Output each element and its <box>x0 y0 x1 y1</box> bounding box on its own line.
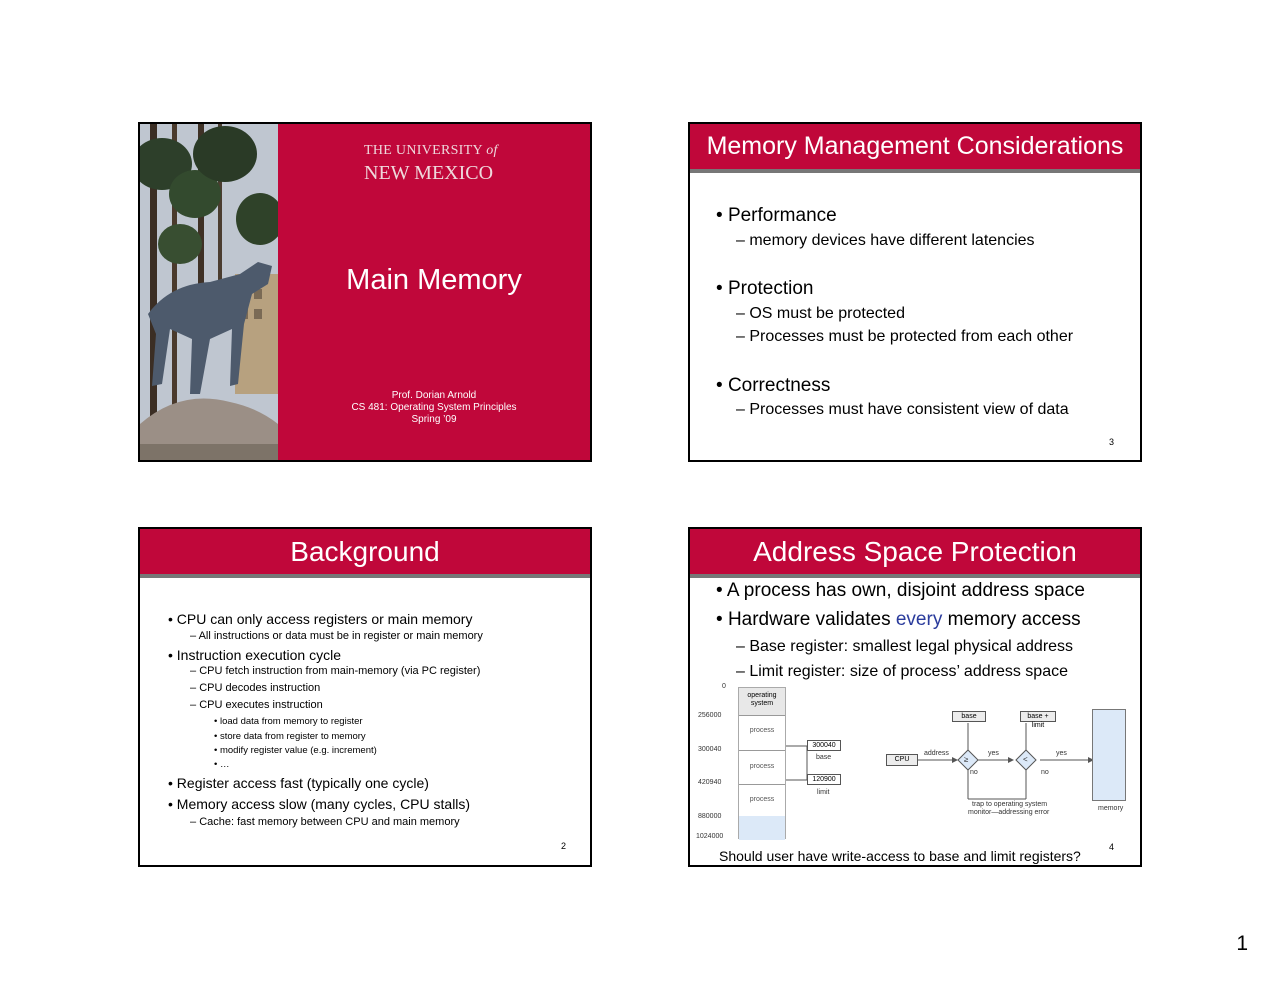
term: Spring ’09 <box>411 414 457 425</box>
title-panel <box>278 124 590 460</box>
address-label: 880000 <box>698 813 722 820</box>
university-name-line1 <box>364 143 498 159</box>
sub-bullet: – Processes must have consistent view of data <box>736 401 1069 418</box>
limit-register-value: 120900 <box>807 774 841 785</box>
bullet-text: Register access fast (typically one cycle) <box>176 775 429 791</box>
address-label: 0 <box>722 683 726 690</box>
bullet-protection: • Protection <box>716 278 814 299</box>
bullet: • CPU can only access registers or main memory <box>168 611 473 627</box>
sub-bullet: – Cache: fast memory between CPU and main memory <box>190 816 460 828</box>
limit-register-label: limit <box>817 789 830 796</box>
memory-column <box>738 687 786 839</box>
slide-title: Address Space Protection <box>690 529 1140 578</box>
sub-bullet: – Processes must be protected from each other <box>736 328 1074 345</box>
slide-title-main-memory: Main Memory <box>346 264 522 296</box>
slide-title: Memory Management Considerations <box>690 124 1140 173</box>
address-label: 420940 <box>698 779 722 786</box>
slide-memory-management <box>688 122 1142 462</box>
address-arrow-label: address <box>924 750 949 757</box>
bullet-text: Memory access slow (many cycles, CPU stalls) <box>176 796 471 812</box>
sub-bullet: – All instructions or data must be in register or main memory <box>190 630 483 642</box>
bullet-text: Correctness <box>727 375 831 396</box>
yes-label: yes <box>988 750 999 757</box>
memory-label: memory <box>1098 805 1124 812</box>
sub-bullet-text: CPU decodes instruction <box>199 682 321 694</box>
address-label: 1024000 <box>696 833 724 840</box>
bullet: • Register access fast (typically one cycle) <box>168 775 429 791</box>
region-free <box>739 816 785 840</box>
no-label: no <box>1041 769 1049 776</box>
university-name-line2: NEW MEXICO <box>364 162 494 184</box>
sub-sub-bullet-text: … <box>219 759 230 770</box>
base-box: base <box>952 711 986 722</box>
bullet-emphasis: every <box>895 609 943 630</box>
wolf-photo-illustration <box>140 124 278 460</box>
sub-bullet-text: memory devices have different latencies <box>749 232 1035 249</box>
bullet-text: A process has own, disjoint address space <box>726 580 1085 601</box>
handout-page-number: 1 <box>1236 932 1248 955</box>
region-process: process <box>739 784 785 817</box>
region-process: process <box>739 750 785 785</box>
bullet: • A process has own, disjoint address space <box>716 580 1085 601</box>
sub-bullet: – memory devices have different latencies <box>736 232 1035 249</box>
sub-bullet: – CPU decodes instruction <box>190 682 321 694</box>
slide-number: 4 <box>1108 842 1114 852</box>
slide-number: 3 <box>1108 437 1114 447</box>
course: CS 481: Operating System Principles <box>351 402 517 413</box>
bullet: • Instruction execution cycle <box>168 647 341 663</box>
no-label: no <box>970 769 978 776</box>
slide-address-space-protection <box>688 527 1142 867</box>
sub-bullet-text: OS must be protected <box>749 305 905 322</box>
sub-bullet-text: All instructions or data must be in register or main memory <box>198 630 483 642</box>
memory-block <box>1092 709 1126 801</box>
sub-bullet-text: Limit register: size of process’ address space <box>749 663 1068 680</box>
trap-label-line1: trap to operating system <box>972 801 1048 808</box>
sub-sub-bullet: • … <box>214 759 230 770</box>
cpu-box: CPU <box>886 754 918 766</box>
region-process: process <box>739 716 785 751</box>
region-operating-system: operating system <box>739 688 785 716</box>
credits <box>278 390 590 426</box>
bullet-text: CPU can only access registers or main memory <box>176 611 473 627</box>
bullet-text: Performance <box>727 205 837 226</box>
base-plus-limit-box: base + limit <box>1020 711 1056 722</box>
sub-bullet: – CPU fetch instruction from main-memory (via PC register) <box>190 665 481 677</box>
bullet-performance: • Performance <box>716 205 837 226</box>
sub-sub-bullet: • store data from register to memory <box>214 731 366 742</box>
sub-sub-bullet: • load data from memory to register <box>214 716 363 727</box>
register-arrows <box>786 734 810 794</box>
sub-bullet: – CPU executes instruction <box>190 699 323 711</box>
address-label: 300040 <box>698 746 722 753</box>
sub-bullet: – Limit register: size of process’ address space <box>736 663 1068 680</box>
bullet-correctness: • Correctness <box>716 375 831 396</box>
trap-label-line2: monitor—addressing error <box>968 809 1050 816</box>
bullet-text: Protection <box>727 278 814 299</box>
sub-bullet-text: CPU executes instruction <box>199 699 323 711</box>
ge-comparator: ≥ <box>964 755 969 764</box>
bullet: • Hardware validates every memory access <box>716 609 1081 630</box>
slide-title: Background <box>140 529 590 578</box>
sub-sub-bullet-text: load data from memory to register <box>219 716 363 727</box>
base-register-label: base <box>816 754 832 761</box>
bullet-text-end: memory access <box>942 609 1081 630</box>
sub-sub-bullet-text: store data from register to memory <box>219 731 366 742</box>
sub-bullet-text: Processes must be protected from each other <box>749 328 1074 345</box>
sub-bullet-text: Processes must have consistent view of data <box>749 401 1069 418</box>
slide-number: 2 <box>560 841 566 851</box>
bullet-text: Hardware validates <box>727 609 896 630</box>
bullet: • Memory access slow (many cycles, CPU stalls) <box>168 796 471 812</box>
yes-label: yes <box>1056 750 1067 757</box>
sub-bullet-text: CPU fetch instruction from main-memory (via PC register) <box>199 665 481 677</box>
slide-title <box>138 122 592 462</box>
slide-background <box>138 527 592 867</box>
sub-sub-bullet-text: modify register value (e.g. increment) <box>219 745 377 756</box>
base-register-value: 300040 <box>807 740 841 751</box>
sub-sub-bullet: • modify register value (e.g. increment) <box>214 745 377 756</box>
wolf-statue-photo <box>140 124 278 460</box>
sub-bullet: – Base register: smallest legal physical address <box>736 638 1074 655</box>
sub-bullet-text: Cache: fast memory between CPU and main memory <box>199 816 460 828</box>
sub-bullet: – OS must be protected <box>736 305 905 322</box>
university-the: THE UNIVERSITY <box>364 143 483 158</box>
lt-comparator: < <box>1023 755 1028 764</box>
bullet-text: Instruction execution cycle <box>176 647 341 663</box>
author: Prof. Dorian Arnold <box>391 390 477 401</box>
address-label: 256000 <box>698 712 722 719</box>
discussion-question: Should user have write-access to base and limit registers? <box>719 848 1081 864</box>
sub-bullet-text: Base register: smallest legal physical address <box>749 638 1074 655</box>
university-of: of <box>486 143 498 158</box>
